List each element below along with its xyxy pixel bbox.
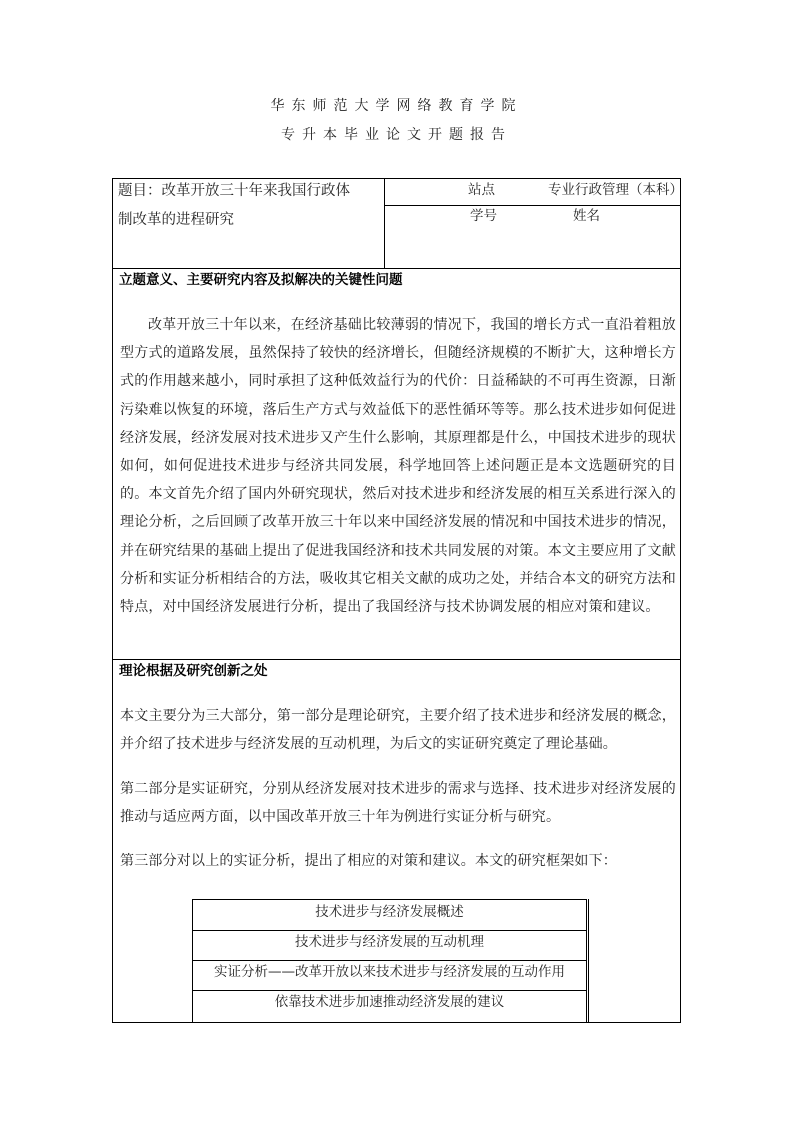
topic-label: 题目： (118, 183, 162, 199)
topic-line1: 改革开放三十年来我国行政体 (161, 183, 350, 199)
section1-heading: 立题意义、主要研究内容及拟解决的关键性问题 (119, 272, 403, 288)
framework-step-3: 实证分析——改革开放以来技术进步与经济发展的互动作用 (214, 964, 565, 980)
section1-paragraph: 改革开放三十年以来，在经济基础比较薄弱的情况下，我国的增长方式一直沿着粗放型方式的道路发展，虽然保持了较快的经济增长，但随经济规模的不断扩大，这种增长方式的作用越来越小，同时承担了这种低效益行为的代价：日益稀缺的不可再生资源，日渐污染难以恢复的环境，落后生产方式与效益低下的恶性循环等等。那么技术进步如何促进经济发展，经济发展对技术进步又产生什么影响，其原理都是什么，中国技术进步的现状如何，如何促进技术进步与经济共同发展，科学地回答上述问题正是本文选题研究的目的。本文首先介绍了国内外研究现状，然后对技术进步和经济发展的相互关系进行深入的理论分析，之后回顾了改革开放三十年以来中国经济发展的情况和中国技术进步的情况，并在研究结果的基础上提出了促进我国经济和技术共同发展的对策。本文主要应用了文献分析和实证分析相结合的方法，吸收其它相关文献的成功之处，并结合本文的研究方法和特点，对中国经济发展进行分析，提出了我国经济与技术协调发展的相应对策和建议。 (120, 317, 676, 616)
framework-step-4: 依靠技术进步加速推动经济发展的建议 (274, 994, 505, 1010)
section2-paragraph-2: 第二部分是实证研究，分别从经济发展对技术进步的需求与选择、技术进步对经济发展的推动与适应两方面，以中国改革开放三十年为例进行实证分析与研究。 (120, 781, 676, 826)
name-label: 姓名 (573, 208, 600, 224)
institution-title: 华东师范大学网络教育学院 (270, 98, 523, 114)
header-row-divider (384, 205, 680, 206)
site-value: 专业行政管理（本科） (548, 182, 683, 198)
section2-paragraph-3: 第三部分对以上的实证分析，提出了相应的对策和建议。本文的研究框架如下： (120, 853, 617, 869)
student-id-label: 学号 (470, 208, 497, 224)
document-title: 专升本毕业论文开题报告 (281, 127, 512, 143)
header-column-divider (384, 178, 385, 268)
framework-right-border (586, 899, 587, 1023)
framework-step-2: 技术进步与经济发展的互动机理 (295, 934, 484, 950)
topic-cell (118, 177, 380, 235)
topic-line2: 制改革的进程研究 (118, 212, 234, 228)
section2-heading: 理论根据及研究创新之处 (119, 663, 268, 679)
section2-paragraph-1: 本文主要分为三大部分，第一部分是理论研究，主要介绍了技术进步和经济发展的概念，并介绍了技术进步与经济发展的互动机理，为后文的实证研究奠定了理论基础。 (120, 708, 676, 753)
framework-right-border-outer (588, 899, 589, 1023)
site-label: 站点 (468, 182, 495, 198)
framework-step-1: 技术进步与经济发展概述 (315, 904, 464, 920)
